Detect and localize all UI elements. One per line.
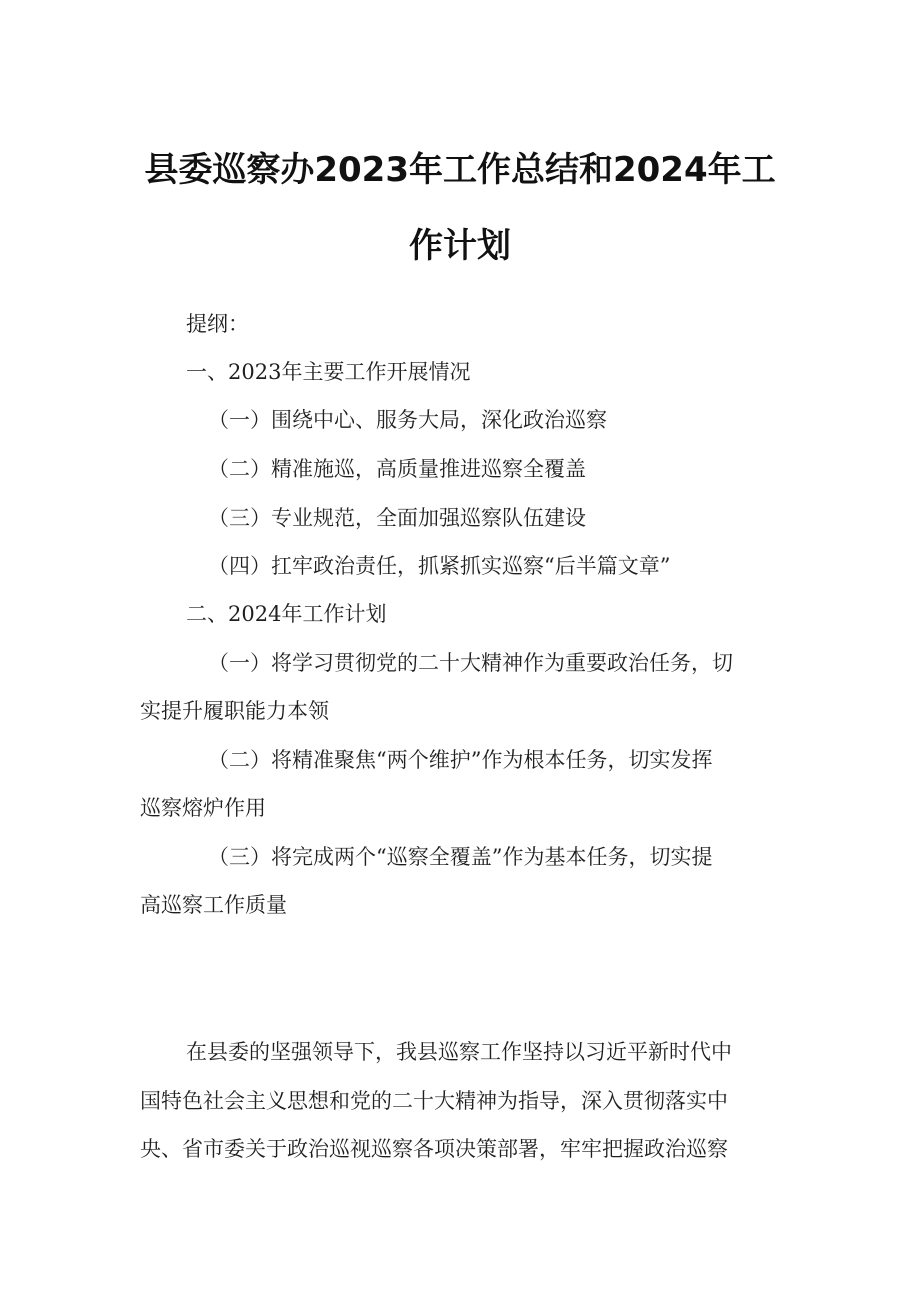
section-2-item-2-line-2: 巡察熔炉作用 bbox=[140, 796, 266, 820]
section-2-item-2-line-1: （二）将精准聚焦“两个维护”作为根本任务，切实发挥 bbox=[208, 748, 713, 772]
body-paragraph-line-3: 央、省市委关于政治巡视巡察各项决策部署，牢牢把握政治巡察 bbox=[140, 1137, 728, 1161]
section-2-item-3-line-2: 高巡察工作质量 bbox=[140, 893, 287, 917]
section-1-heading: 一、2023年主要工作开展情况 bbox=[186, 360, 471, 384]
body-paragraph-line-2: 国特色社会主义思想和党的二十大精神为指导，深入贯彻落实中 bbox=[140, 1089, 728, 1113]
section-1-item-3: （三）专业规范，全面加强巡察队伍建设 bbox=[208, 506, 586, 530]
section-2-item-3-line-1: （三）将完成两个“巡察全覆盖”作为基本任务，切实提 bbox=[208, 845, 713, 869]
section-1-item-4: （四）扛牢政治责任，抓紧抓实巡察“后半篇文章” bbox=[208, 554, 671, 578]
outline-label: 提纲： bbox=[186, 312, 249, 336]
section-2-item-1-line-2: 实提升履职能力本领 bbox=[140, 699, 329, 723]
document-title-line-2: 作计划 bbox=[409, 226, 511, 266]
section-2-item-1-line-1: （一）将学习贯彻党的二十大精神作为重要政治任务，切 bbox=[208, 651, 733, 675]
section-1-item-2: （二）精准施巡，高质量推进巡察全覆盖 bbox=[208, 457, 586, 481]
section-2-heading: 二、2024年工作计划 bbox=[186, 602, 387, 626]
document-title-line-1: 县委巡察办2023年工作总结和2024年工 bbox=[144, 150, 776, 190]
section-1-item-1: （一）围绕中心、服务大局，深化政治巡察 bbox=[208, 408, 607, 432]
body-paragraph-line-1: 在县委的坚强领导下，我县巡察工作坚持以习近平新时代中 bbox=[186, 1040, 732, 1064]
